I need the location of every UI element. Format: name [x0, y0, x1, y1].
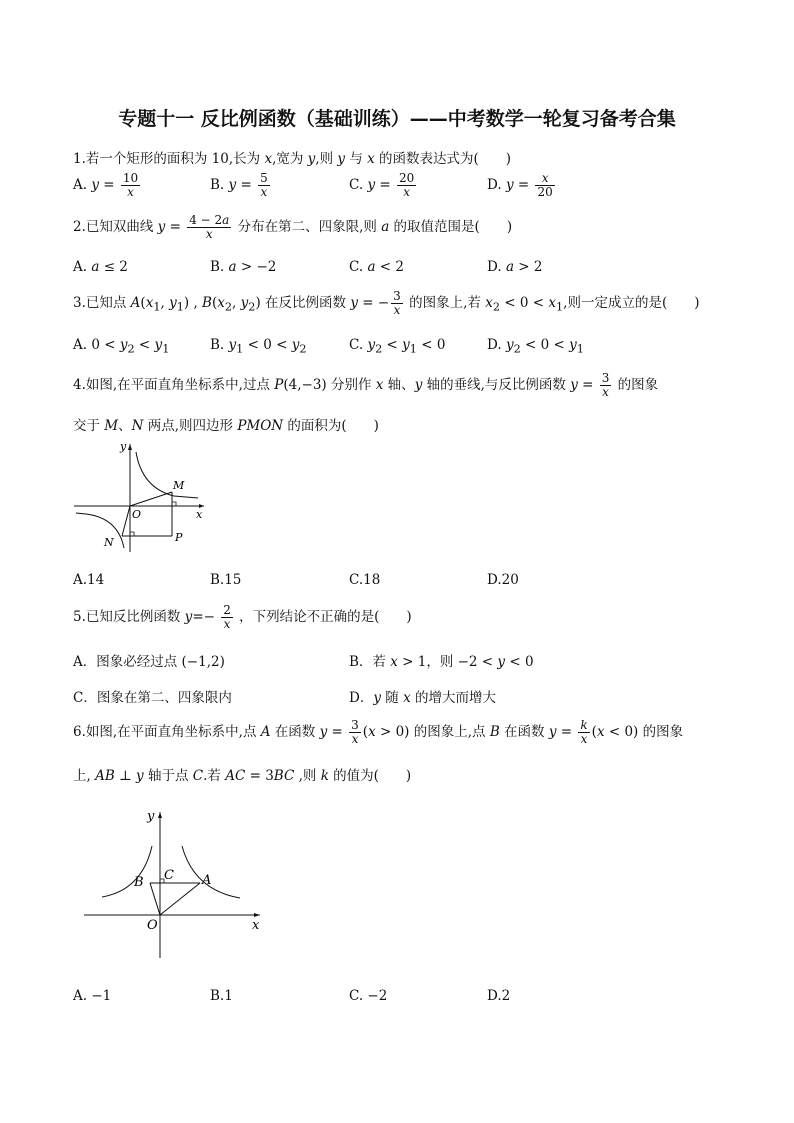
q6-label-b: B	[134, 875, 144, 890]
q2-option-a: A. a ≤ 2	[73, 259, 128, 275]
q6-segment-oa	[160, 883, 200, 915]
q4-label-y: y	[120, 440, 127, 453]
q6-label-y: y	[147, 809, 155, 824]
question-4-stem-line1: 4.如图,在平面直角坐标系中,过点 P(4,−3) 分别作 x 轴、y 轴的垂线,与反比例函数 y = $\frac{3}{x}$ 的图象	[73, 371, 659, 399]
q1-option-d: D. y = $\frac{x}{20}$	[487, 171, 553, 199]
q4-label-n: N	[104, 536, 114, 549]
q4-right-angle-mark-1	[172, 502, 176, 506]
q2-option-b: B. a > −2	[210, 259, 277, 275]
q3-option-d: D. $y_2 < 0 < y_1$	[487, 337, 584, 356]
page-title: 专题十一 反比例函数（基础训练）——中考数学一轮复习备考合集	[118, 108, 676, 130]
q2-option-c: C. a < 2	[349, 259, 404, 275]
q4-option-d: D.20	[487, 572, 519, 588]
q4-label-x: x	[196, 508, 203, 521]
question-4-stem-line2: 交于 M、N 两点,则四边形 PMON 的面积为( )	[73, 418, 379, 434]
q4-segment-om	[130, 492, 172, 506]
question-1-stem: 1.若一个矩形的面积为 10,长为 x,宽为 y,则 y 与 x 的函数表达式为( )	[73, 151, 512, 167]
q5-option-d: D．y 随 x 的增大而增大	[349, 690, 496, 706]
q6-option-c: C. −2	[349, 988, 388, 1004]
q3-option-c: C. $y_2 < y_1 < 0$	[349, 337, 446, 356]
q4-right-angle-mark-2	[130, 532, 134, 536]
q1-option-a: A. y = $\frac{10}{x}$	[73, 171, 139, 199]
q5-option-c: C．图象在第二、四象限内	[73, 690, 232, 706]
q4-option-b: B.15	[210, 572, 242, 588]
q4-option-a: A.14	[73, 572, 105, 588]
q4-label-p: P	[175, 531, 183, 544]
question-5-stem: 5.已知反比例函数 y=− $\frac{2}{x}$ ，下列结论不正确的是( )	[73, 603, 412, 631]
q3-option-a: A. $0 < y_2 < y_1$	[73, 337, 170, 356]
q6-label-c: C	[164, 868, 174, 883]
q4-hyperbola-branch-2	[76, 513, 124, 548]
question-3-stem: 3.已知点 $A(x_1$, $y_1$) , $B(x_2$, $y_2$) 在反比例函数 y = − $\frac{3}{x}$ 的图象上,若 $x_2 < 0 < x_1$,则一定成立的是( )	[73, 289, 700, 317]
q6-label-o: O	[147, 918, 158, 933]
question-6-stem-line2: 上, AB ⊥ y 轴于点 C.若 AC = 3BC ,则 k 的值为( )	[73, 768, 412, 784]
q5-option-b: B．若 x > 1，则 −2 < y < 0	[349, 654, 534, 670]
q6-label-a: A	[202, 873, 212, 888]
question-6-stem-line1: 6.如图,在平面直角坐标系中,点 A 在函数 y = $\frac{3}{x}$ (x > 0) 的图象上,点 B 在函数 y = $\frac{k}{x}$ (x < 0) 的图象	[73, 718, 684, 746]
q6-figure	[80, 806, 270, 966]
q4-segment-on	[122, 506, 130, 536]
q6-x-axis-arrow	[254, 913, 260, 917]
q4-figure	[70, 440, 210, 560]
q6-option-b: B.1	[210, 988, 233, 1004]
q6-label-x: x	[252, 918, 260, 933]
q1-option-c: C. y = $\frac{20}{x}$	[349, 171, 415, 199]
q6-y-axis-arrow	[158, 812, 162, 818]
q2-option-d: D. a > 2	[487, 259, 543, 275]
q5-option-a: A．图象必经过点 (−1,2)	[73, 654, 225, 670]
q6-option-a: A. −1	[73, 988, 112, 1004]
q3-option-b: B. $y_1 < 0 < y_2$	[210, 337, 307, 356]
q6-option-d: D.2	[487, 988, 511, 1004]
q1-option-b: B. y = $\frac{5}{x}$	[210, 171, 268, 199]
q4-label-o: O	[132, 508, 142, 521]
q4-label-m: M	[173, 479, 185, 492]
question-2-stem: 2.已知双曲线 y = $\frac{4 - 2a}{x}$ 分布在第二、四象限,则 a 的取值范围是( )	[73, 213, 513, 241]
q4-hyperbola-branch-1	[136, 452, 198, 498]
q4-option-c: C.18	[349, 572, 381, 588]
q6-hyperbola-left	[102, 846, 152, 897]
q6-segment-ob	[150, 883, 160, 915]
q4-y-axis-arrow	[128, 444, 132, 450]
